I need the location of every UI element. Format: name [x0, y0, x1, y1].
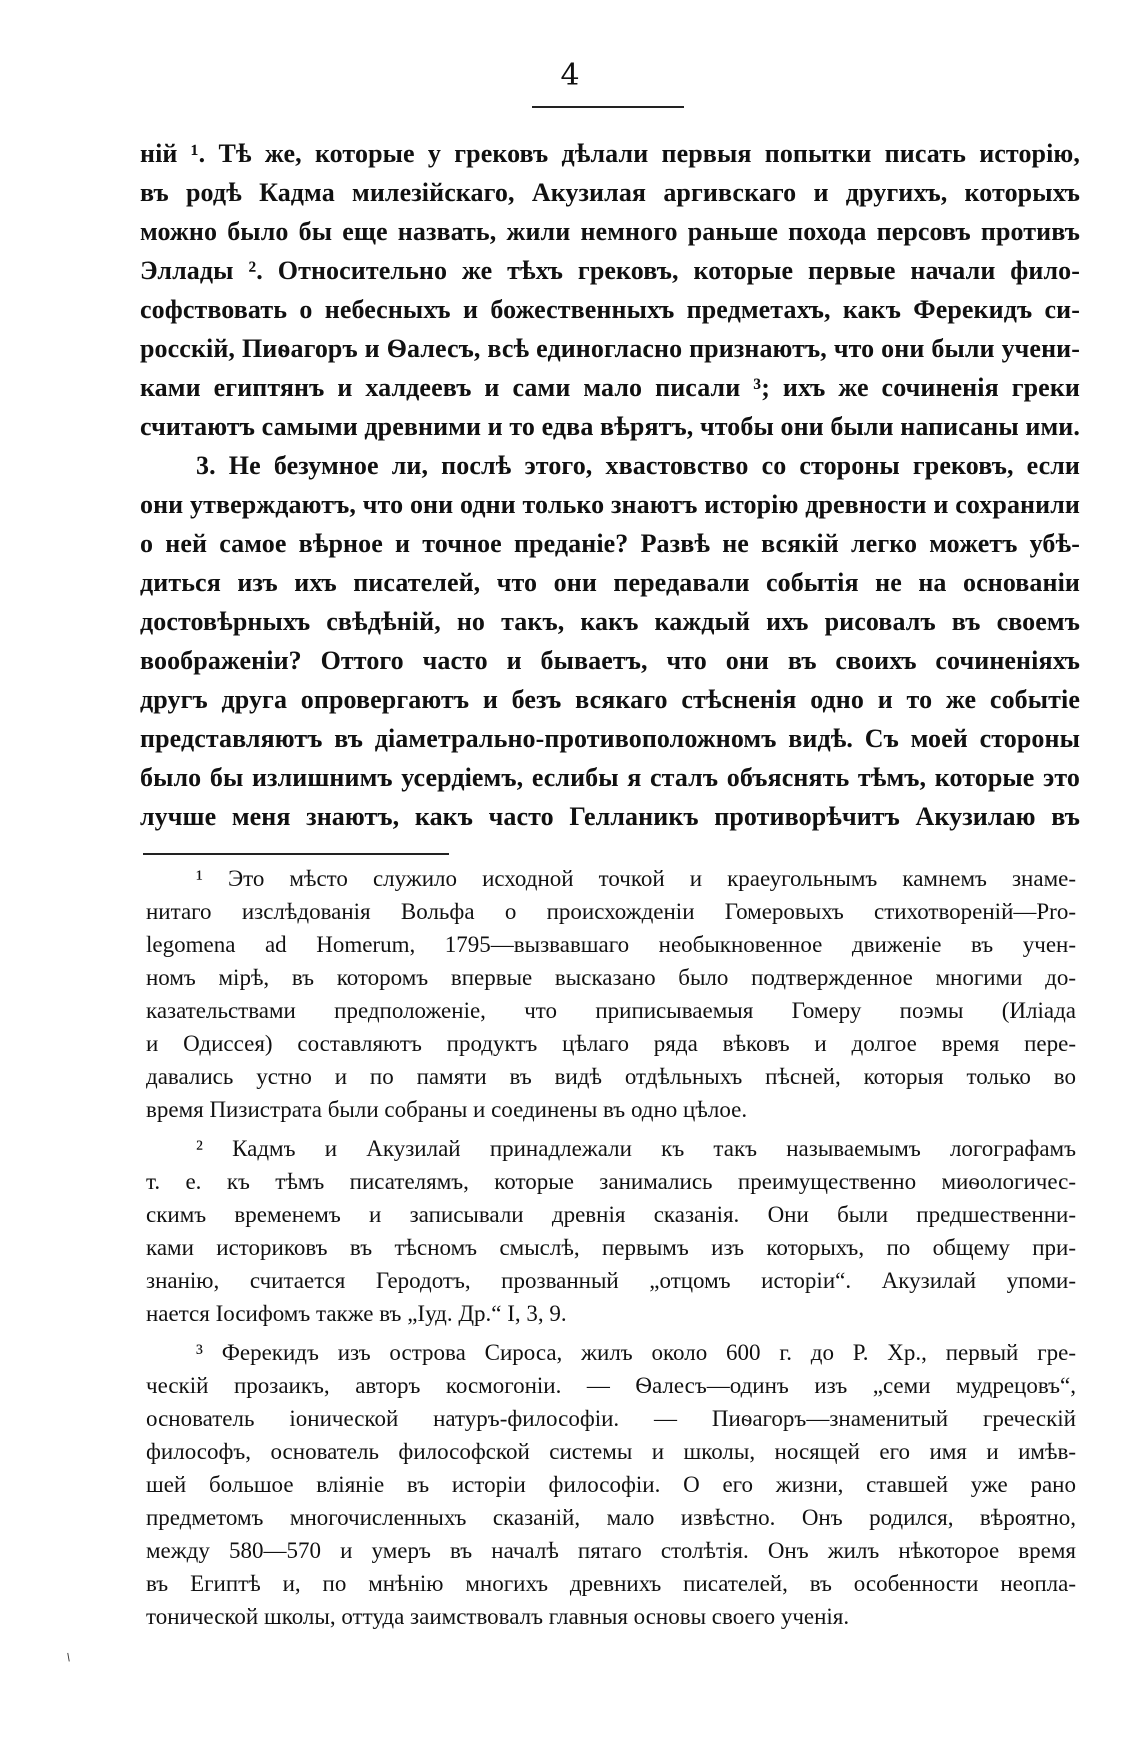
- footnote-line: давались устно и по памяти въ видѣ отдѣльныхъ пѣсней, которыя только во: [146, 1064, 1076, 1089]
- header-rule: [532, 106, 684, 108]
- footnote-line: т. е. къ тѣмъ писателямъ, которые занимались преимущественно миѳологичес-: [146, 1169, 1076, 1194]
- footnote-line: знанію, считается Геродотъ, прозванный „отцомъ исторіи“. Акузилай упоми-: [146, 1268, 1076, 1293]
- text-line: воображеніи? Оттого часто и бываетъ, что они въ своихъ сочиненіяхъ: [140, 646, 1080, 675]
- text-line: диться изъ ихъ писателей, что они передавали событія не на основаніи: [140, 568, 1080, 597]
- footnote-line: скимъ временемъ и записывали древнія сказанія. Они были предшественни-: [146, 1202, 1076, 1227]
- footnote-line: номъ мірѣ, въ которомъ впервые высказано было подтвержденное многими до-: [146, 965, 1076, 990]
- footnote-line: основатель іонической натуръ-философіи. — Пиѳагоръ—знаменитый греческій: [146, 1406, 1076, 1431]
- footnote-rule: [143, 853, 449, 855]
- text-line: о ней самое вѣрное и точное преданіе? Развѣ не всякій легко можетъ убѣ-: [140, 529, 1080, 558]
- text-line: въ родѣ Кадма милезійскаго, Акузилая аргивскаго и другихъ, которыхъ: [140, 178, 1080, 207]
- footnote-line: ¹ Это мѣсто служило исходной точкой и краеугольнымъ камнемъ знаме-: [196, 866, 1076, 891]
- footnote-line: въ Египтѣ и, по мнѣнію многихъ древнихъ писателей, въ особенности неопла-: [146, 1571, 1076, 1596]
- footnote-2: [146, 1132, 1076, 1330]
- footnote-line: философъ, основатель философской системы и школы, носящей его имя и имѣв-: [146, 1439, 1076, 1464]
- margin-mark: ⸌: [56, 1649, 76, 1672]
- footnote-line: нается Іосифомъ также въ „Іуд. Др.“ I, 3, 9.: [146, 1301, 567, 1326]
- text-line: ками египтянъ и халдеевъ и сами мало писали ³; ихъ же сочиненія греки: [140, 373, 1080, 402]
- footnotes: [146, 862, 1076, 1633]
- footnote-line: казательствами предположеніе, что приписываемыя Гомеру поэмы (Иліада: [146, 998, 1076, 1023]
- page-number: 4: [560, 58, 580, 93]
- text-line: росскій, Пиѳагоръ и Ѳалесъ, всѣ единогласно признаютъ, что они были учени-: [140, 334, 1080, 363]
- text-line: считаютъ самыми древними и то едва вѣрятъ, чтобы они были написаны ими.: [140, 412, 1080, 441]
- footnote-line: legomena ad Homerum, 1795—вызвавшаго необыкновенное движеніе въ учен-: [146, 932, 1076, 957]
- text-line: представляютъ въ діаметрально-противоположномъ видѣ. Съ моей стороны: [140, 724, 1080, 753]
- footnote-line: шей большое вліяніе въ исторіи философіи. О его жизни, ставшей уже рано: [146, 1472, 1076, 1497]
- text-line: другъ друга опровергаютъ и безъ всякаго стѣсненія одно и то же событіе: [140, 685, 1080, 714]
- footnote-line: ками историковъ въ тѣсномъ смыслѣ, первымъ изъ которыхъ, по общему при-: [146, 1235, 1076, 1260]
- footnote-line: нитаго изслѣдованія Вольфа о происхожденіи Гомеровыхъ стихотвореній—Pro-: [146, 899, 1076, 924]
- footnote-line: время Пизистрата были собраны и соединены въ одно цѣлое.: [146, 1097, 748, 1122]
- footnote-line: и Одиссея) составляютъ продуктъ цѣлаго ряда вѣковъ и долгое время пере-: [146, 1031, 1076, 1056]
- text-line: ній ¹. Тѣ же, которые у грековъ дѣлали первыя попытки писать исторію,: [140, 139, 1080, 168]
- footnote-line: тонической школы, оттуда заимствовалъ главныя основы своего ученія.: [146, 1604, 850, 1629]
- text-line: достовѣрныхъ свѣдѣній, но такъ, какъ каждый ихъ рисовалъ въ своемъ: [140, 607, 1080, 636]
- text-line: лучше меня знаютъ, какъ часто Гелланикъ противорѣчитъ Акузилаю въ: [140, 802, 1080, 831]
- footnote-line: ческій прозаикъ, авторъ космогоніи. — Ѳалесъ—одинъ изъ „семи мудрецовъ“,: [146, 1373, 1076, 1398]
- footnote-line: ² Кадмъ и Акузилай принадлежали къ такъ называемымъ логографамъ: [196, 1136, 1076, 1161]
- footnote-3: [146, 1336, 1076, 1633]
- text-line: софствовать о небесныхъ и божественныхъ предметахъ, какъ Ферекидъ си-: [140, 295, 1080, 324]
- text-line: 3. Не безумное ли, послѣ этого, хвастовство со стороны грековъ, если: [196, 451, 1080, 480]
- text-line: они утверждаютъ, что они одни только знаютъ исторію древности и сохранили: [140, 490, 1080, 519]
- text-line: было бы излишнимъ усердіемъ, еслибы я сталъ объяснять тѣмъ, которые это: [140, 763, 1080, 792]
- main-text: [140, 134, 1080, 836]
- footnote-line: предметомъ многочисленныхъ сказаній, мало извѣстно. Онъ родился, вѣроятно,: [146, 1505, 1076, 1530]
- text-line: Эллады ². Относительно же тѣхъ грековъ, которые первые начали фило-: [140, 256, 1080, 285]
- footnote-line: ³ Ферекидъ изъ острова Сироса, жилъ около 600 г. до Р. Хр., первый гре-: [196, 1340, 1076, 1365]
- footnote-line: между 580—570 и умеръ въ началѣ пятаго столѣтія. Онъ жилъ нѣкоторое время: [146, 1538, 1076, 1563]
- footnote-1: [146, 862, 1076, 1126]
- text-line: можно было бы еще назвать, жили немного раньше похода персовъ противъ: [140, 217, 1080, 246]
